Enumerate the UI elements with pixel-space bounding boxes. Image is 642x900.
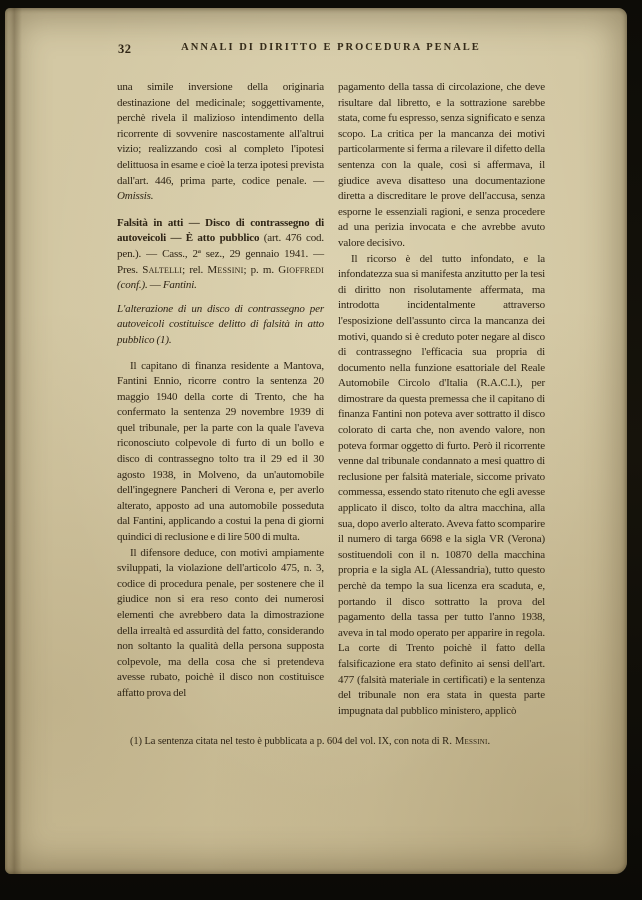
page-number: 32 bbox=[118, 42, 132, 56]
paragraph-continuation: pagamento della tassa di circolazione, che deve risultare dal libretto, e la sottrazione sarebbe stata, come fu espresso, senza significato e senza scopo. La critica per la mancanza dei motivi particolarmente si ferma a rilevare il difetto della sentenza con la quale, così si affermava, il giudice aveva disatteso una documentazione diretta a discreditare le prove dell'accusa, senza esporne le essenziali ragioni, e senza procedere ad una perizia invocata e che avrebbe avuto valore decisivo. bbox=[338, 81, 545, 249]
case-heading-title: Falsità in atti — Disco di contrassegno di autoveicoli — È atto pubblico bbox=[117, 216, 324, 245]
footnote-text: (1) La sentenza citata nel testo è pubblicata a p. 604 del vol. IX, con nota di bbox=[130, 736, 443, 748]
page-header bbox=[117, 42, 545, 60]
case-summary: L'alterazione di un disco di contrassegno per autoveicoli costituisce delitto di falsità in atto pubblico (1). bbox=[117, 302, 324, 346]
text-columns bbox=[117, 80, 545, 719]
omissis-label: Omissis. bbox=[117, 190, 154, 203]
case-heading-sep: — bbox=[147, 279, 163, 292]
president-name: Saltelli bbox=[142, 263, 183, 276]
case-heading bbox=[117, 216, 324, 294]
case-heading-sep: ; rel. bbox=[182, 263, 208, 276]
case-heading-reference: (art. 476 cod. pen.). — Cass., 2ª sez., 29 gennaio 1941. — Pres. bbox=[117, 232, 324, 276]
left-column bbox=[117, 80, 324, 719]
conf-label: (conf.). bbox=[117, 279, 148, 292]
paragraph-continuation bbox=[117, 80, 324, 205]
body-paragraph: Il capitano di finanza residente a Mantova, Fantini Ennio, ricorre contro la sentenza 20 maggio 1940 della corte di Trento, che ha confermato la sentenza 29 novembre 1939 di quel tribunale, per la parte con la quale l'aveva riconosciuto colpevole di furto di un bollo e disco di contrassegno tolto tra il 29 ed il 30 agosto 1938, in Molveno, da un'automobile dell'ingegnere Pancheri di Verona e, per averlo alterato, apposto ad una automobile posseduta dal Fantini, applicando a costui la pena di giorni quindici di reclusione e di lire 500 di multa. bbox=[117, 359, 324, 544]
page-content bbox=[5, 8, 627, 874]
footnote bbox=[117, 735, 545, 750]
right-column bbox=[338, 80, 545, 719]
party-name: Fantini. bbox=[162, 279, 197, 292]
body-paragraph: Il ricorso è del tutto infondato, e la infondatezza sua si manifesta anzitutto per la tesi di diritto non risolutamente affermata, ma introdotta incidentalmente attraverso l'esposizione dell'assunto circa la mancanza dei motivi, quando si è creduto poter negare al disco di contrassegno l'efficacia sua propria di documento nella funzione esattoriale del Reale Automobile Circolo d'Italia (R.A.C.I.), per dimostrare da questa premessa che il capitano di finanza Fantini non poteva aver sottratto il disco colorato di carta che, non avendo valore, non poteva formar oggetto di furto. Però il ricorrente venne dal tribunale condannato a mesi quattro di reclusione per falsità materiale, siccome privato commessa, essendo stato ritenuto che egli avesse applicato il disco, tolto da altra macchina, alla sua, dopo averlo alterato. Aveva fatto scomparire il numero di targa 6698 e la sigla VR (Verona) sostituendoli con il n. 10870 della macchina propria e la sigla AL (Alessandria), tutto questo perchè da tempo la sua licenza era scaduta, e, portando il disco sottratto la prova del pagamento della tassa per tutto l'anno 1938, aveva in tal modo operato per apparire in regola. La corte di Trento poichè il fatto della falsificazione era stato definito ai sensi dell'art. 477 (falsità materiale in certificati) e la sentenza del tribunale non era stata in questa parte impugnata dal pubblico ministero, applicò bbox=[338, 252, 545, 717]
relatore-name: Messini bbox=[207, 263, 244, 276]
footnote-author: R. Messini. bbox=[442, 736, 491, 748]
paragraph-text: una simile inversione della originaria destinazione del medicinale; soggettivamente, perchè rivela il malizioso intendimento della ricorrente di sovvenire nascostamente all'altrui vizio; realizzando così al completo l'ipotesi delittuosa in esame e cioè la terza ipotesi prevista dall'art. 446, prima parte, codice penale. — bbox=[117, 81, 324, 187]
body-paragraph: Il difensore deduce, con motivi ampiamente sviluppati, la violazione dell'articolo 475, n. 3, codice di procedura penale, per sostenere che il giudice non si era reso conto dei numerosi elementi che avrebbero data la dimostrazione della irrealtà ed assurdità del fatto, considerando non soltanto la qualità della persona supposta colpevole, ma della cosa che si pretendeva avesse rubato, poichè il disco non costituisce affatto prova del bbox=[117, 546, 324, 699]
journal-title: ANNALI DI DIRITTO E PROCEDURA PENALE bbox=[181, 42, 481, 53]
pm-name: Gioffredi bbox=[278, 263, 324, 276]
case-heading-sep: ; p. m. bbox=[243, 263, 279, 276]
page bbox=[5, 8, 627, 874]
